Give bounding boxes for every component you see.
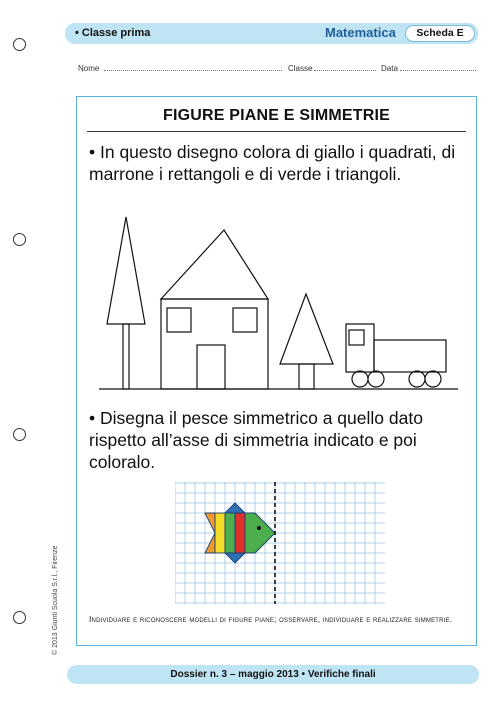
truck-window (349, 330, 364, 345)
small-tree-triangle (280, 294, 333, 364)
truck-wheel (368, 371, 384, 387)
binder-hole (13, 233, 26, 246)
fish (205, 503, 275, 563)
binder-hole (13, 428, 26, 441)
title-underline (87, 131, 466, 132)
class-field[interactable] (314, 70, 376, 71)
learning-objective: Individuare e riconoscere modelli di figure piane; osservare, individuare e realizzare simmetrie. (89, 614, 453, 624)
house-roof (161, 230, 268, 299)
shapes-drawing (77, 212, 478, 392)
page-title: FIGURE PIANE E SIMMETRIE (162, 107, 391, 124)
instruction-shapes: • In questo disegno colora di giallo i quadrati, di marrone i rettangoli e di verde i triangoli. (89, 142, 456, 184)
symmetry-grid (175, 482, 385, 604)
exercise-frame (76, 96, 477, 646)
instruction-fish: • Disegna il pesce simmetrico a quello dato rispetto all’asse di simmetria indicato e poi coloralo. (89, 408, 423, 472)
truck-wheel (352, 371, 368, 387)
binder-hole (13, 611, 26, 624)
house-window-right (233, 308, 257, 332)
truck-box (374, 340, 446, 372)
fish-eye (257, 526, 261, 530)
small-tree-trunk (299, 364, 314, 389)
copyright-note: © 2013 Giunti Scuola S.r.l., Firenze (52, 545, 59, 655)
fish-top-fin (225, 503, 245, 513)
footer-bar: Dossier n. 3 – maggio 2013 • Verifiche finali (67, 665, 479, 684)
fish-stripe-green (225, 513, 235, 553)
truck-cabin (346, 324, 374, 372)
binder-hole (13, 38, 26, 51)
house-body (161, 299, 268, 389)
fish-head (245, 513, 275, 553)
truck-wheel (425, 371, 441, 387)
student-info-line (78, 64, 478, 76)
class-label: • Classe prima (75, 27, 151, 39)
class-field-label: Classe (288, 64, 313, 73)
fish-stripe-yellow (215, 513, 225, 553)
truck-wheel (409, 371, 425, 387)
name-field[interactable] (104, 70, 282, 71)
date-label: Data (381, 64, 398, 73)
subject-label: Matematica (325, 25, 396, 40)
date-field[interactable] (400, 70, 476, 71)
house-window-left (167, 308, 191, 332)
house-door (197, 345, 225, 389)
tree-trunk (123, 324, 129, 389)
worksheet-badge: Scheda E (405, 25, 475, 42)
fish-bottom-fin (225, 553, 245, 563)
name-label: Nome (78, 64, 100, 73)
tree-triangle (107, 217, 145, 324)
header-bar (65, 23, 478, 44)
fish-stripe-red (235, 513, 245, 553)
